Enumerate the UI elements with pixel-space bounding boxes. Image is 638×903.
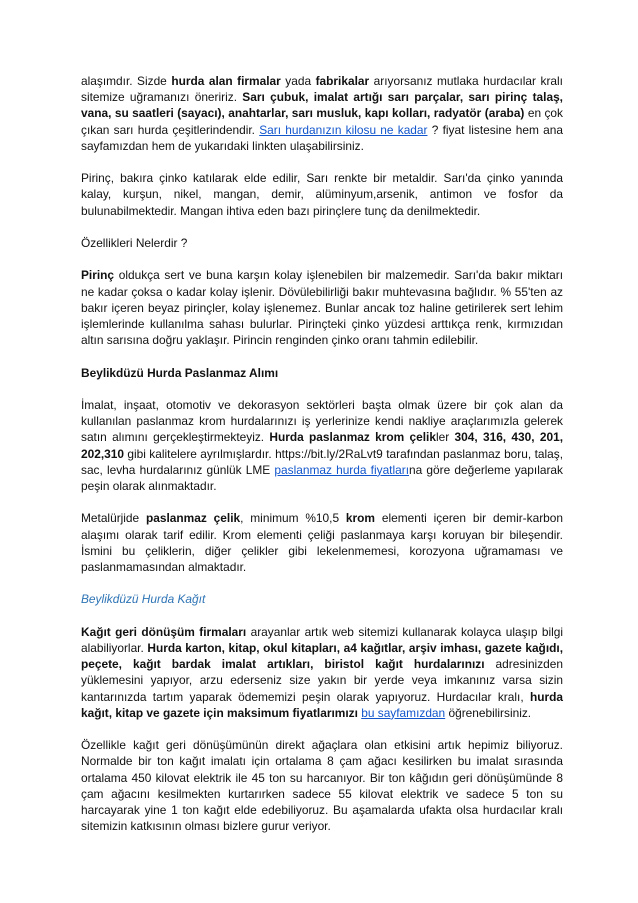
paragraph-brass-properties	[81, 267, 563, 348]
heading-properties	[81, 235, 563, 251]
bold-text-run: Hurda paslanmaz krom çelik	[269, 430, 436, 445]
bold-text-run: Sarı çubuk, imalat artığı sarı parçalar, sarı pirinç talaş, vana, su saatleri (sayacı), anahtarlar, sarı musluk, kapı kolları, radyatör (araba)	[81, 90, 563, 121]
document-page	[81, 73, 563, 851]
text-run: arayanlar artık web sitemizi kullanarak kolayca ulaşıp bilgi alabiliyorlar.	[81, 624, 563, 655]
text-run: Metalürjide	[81, 511, 147, 526]
paragraph-brass-definition	[81, 170, 563, 219]
text-run: ? fiyat listesine hem ana sayfamızdan hem de yukarıdaki linkten ulaşabilirsiniz.	[81, 122, 563, 153]
text-run: Özellikleri Nelerdir ?	[81, 236, 188, 250]
text-run: alaşımdır. Sizde	[81, 74, 172, 88]
bold-text-run: fabrikalar	[315, 74, 370, 88]
bold-text-run: Kağıt geri dönüşüm firmaları	[81, 624, 247, 639]
inline-link[interactable]: bu sayfamızdan	[361, 705, 446, 720]
text-run: gibi kalitelere ayrılmışlardır. https://bit.ly/2RaLvt9 tarafından paslanmaz boru, talaş, sac, levha hurdalarınız günlük LME	[81, 446, 563, 477]
bold-text-run: Pirinç	[81, 268, 115, 283]
paragraph-stainless-intro	[81, 397, 563, 494]
text-run: Pirinç, bakıra çinko katılarak elde edilir, Sarı renkte bir metaldir. Sarı'da çinko yanında kalay, kurşun, nikel, mangan, demir, alüminyum,arsenik, antimon ve fosfor da bulunabilmektedir. Mangan ihtiva eden bazı pirinçlere tunç da denilmektedir.	[81, 171, 563, 218]
paragraph-brass-scrap-intro	[81, 73, 563, 154]
heading-paper-scrap	[81, 591, 563, 607]
text-run: İmalat, inşaat, otomotiv ve dekorasyon sektörleri başta olmak üzere bir çok alan da kullanılan paslanmaz krom hurdalarınızı iş yerlerinize kendi nakliye araçlarımızla gelerek satın alımını gerçekleştirmekteyiz.	[81, 397, 563, 445]
text-run: öğrenebilirsiniz.	[445, 705, 532, 720]
text-run: arıyorsanız mutlaka hurdacılar kralı sitemize uğramanızı öneririz.	[81, 74, 563, 105]
heading-stainless-purchase	[81, 365, 563, 381]
paragraph-paper-recycling	[81, 624, 563, 721]
bold-text-run: hurda kağıt, kitap ve gazete için maksimum fiyatlarımızı	[81, 689, 563, 720]
inline-link[interactable]: paslanmaz hurda fiyatları	[274, 462, 409, 477]
bold-text-run: 304, 316, 430, 201, 202,310	[81, 430, 563, 461]
bold-text-run: hurda alan firmalar	[171, 74, 281, 88]
text-run: oldukça sert ve buna karşın kolay işlenebilen bir malzemedir. Sarı'da bakır miktarı ne kadar çoksa o kadar kolay işlenir. Dövülebilirliği bakır muhtevasına bağlıdır. % 55'ten az bakır içeren beyaz pirinçler, kolay işlenemez. Bunlar ancak toz haline getirilerek sert lehim işlemlerinde kullanılma sahası bulurlar. Pirinçteki çinko yüzdesi arttıkça renk, kırmızıdan altın sarısına doğru yaklaşır. Pirincin renginden çinko oranı tahmin edilebilir.	[81, 268, 563, 348]
text-run: adresinizden yüklemesini yapıyor, arzu ederseniz size yakın bir yerde veya imkanınız varsa sizin kantarınızda tartım yaparak ödememizi peşin olarak yapıyoruz. Hurdacılar kralı,	[81, 657, 563, 704]
bold-text-run: paslanmaz çelik	[146, 511, 241, 526]
bold-text-run: krom	[345, 511, 375, 526]
text-run: yada	[280, 74, 316, 88]
text-run: en çok çıkan sarı hurda çeşitlerindendir.	[81, 106, 563, 137]
text-run: elementi içeren bir demir-karbon alaşımı olarak tarif edilir. Krom elementi çeliği paslanmaya karşı koruyan bir bileşendir. İsmini bu çeliklerin, diğer çelikler gibi lekelenmemesi, korozyona uğramaması ve paslanmamasından almaktadır.	[81, 511, 563, 574]
text-run: na göre değerleme yapılarak peşin olarak alınmaktadır.	[81, 462, 563, 493]
text-run: Özellikle kağıt geri dönüşümünün direkt ağaçlara olan etkisini artık hepimiz biliyoruz. Normalde bir ton kağıt imalatı için ortalama 8 çam ağacı kesilirken bu imalat sırasında ortalama 450 kilovat elektrik ile 45 ton su harcanıyor. Bir ton kâğıdın geri dönüşümünde 8 çam ağacını kesilmekten kurtarırken sadece 55 kilovat elektrik ve sadece 5 ton su harcayarak yine 1 ton kağıt elde edebiliyoruz. Bu aşamalarda ufakta olsa hurdacılar kralı sitemizin katkısının olması bizlere gurur veriyor.	[81, 738, 563, 834]
bold-text-run: Beylikdüzü Hurda Paslanmaz Alımı	[81, 365, 279, 380]
text-run: ler	[435, 430, 455, 445]
bold-text-run: Hurda karton, kitap, okul kitapları, a4 kağıtlar, arşiv imhası, gazete kağıdı, peçete, kağıt bardak imalat artıkları, biristol kağıt hurdalarınızı	[81, 640, 563, 672]
paragraph-paper-environment	[81, 737, 563, 834]
text-run: , minimum %10,5	[240, 511, 346, 526]
inline-link[interactable]: Sarı hurdanızın kilosu ne kadar	[259, 122, 428, 137]
text-run: Beylikdüzü Hurda Kağıt	[81, 592, 206, 607]
paragraph-stainless-definition	[81, 510, 563, 575]
